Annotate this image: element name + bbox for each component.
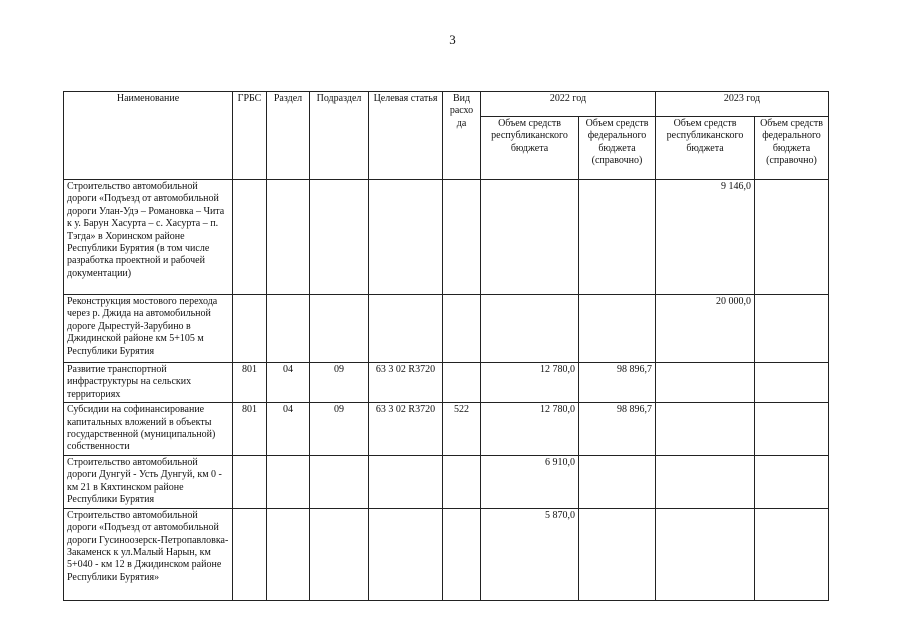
cell-federal-2023: [755, 363, 829, 403]
col-header-year-2023: 2023 год: [656, 92, 829, 117]
cell-name: Развитие транспортной инфраструктуры на сельских территориях: [64, 363, 233, 403]
cell-grbs: [233, 508, 267, 600]
cell-federal-2022: 98 896,7: [579, 363, 656, 403]
cell-target: [369, 180, 443, 295]
cell-federal-2023: [755, 455, 829, 508]
table-row: [64, 455, 829, 508]
cell-republican-2022: 5 870,0: [481, 508, 579, 600]
cell-republican-2022: [481, 180, 579, 295]
cell-federal-2023: [755, 180, 829, 295]
cell-grbs: 801: [233, 403, 267, 456]
col-header-razdel: Раздел: [267, 92, 310, 180]
cell-target: 63 3 02 R3720: [369, 403, 443, 456]
cell-target: [369, 295, 443, 363]
col-header-vid: Вид расхо да: [443, 92, 481, 180]
cell-razdel: [267, 295, 310, 363]
cell-republican-2023: 20 000,0: [656, 295, 755, 363]
table-row: [64, 363, 829, 403]
cell-republican-2022: 6 910,0: [481, 455, 579, 508]
cell-republican-2023: [656, 455, 755, 508]
cell-republican-2022: [481, 295, 579, 363]
cell-target: [369, 508, 443, 600]
cell-grbs: [233, 295, 267, 363]
cell-vid: [443, 180, 481, 295]
cell-name: Субсидии на софинансирование капитальных вложений в объекты государственной (муниципальной) собственности: [64, 403, 233, 456]
page-number: 3: [449, 32, 456, 47]
cell-podrazdel: [310, 295, 369, 363]
cell-grbs: 801: [233, 363, 267, 403]
table-body: [64, 180, 829, 601]
cell-razdel: [267, 180, 310, 295]
cell-vid: [443, 295, 481, 363]
cell-federal-2023: [755, 508, 829, 600]
col-header-grbs: ГРБС: [233, 92, 267, 180]
cell-federal-2023: [755, 403, 829, 456]
cell-podrazdel: [310, 180, 369, 295]
cell-vid: [443, 455, 481, 508]
cell-name: Реконструкция мостового перехода через р. Джида на автомобильной дороге Дырестуй-Зарубино в Джидинской районе км 5+105 м Республики Бурятия: [64, 295, 233, 363]
col-header-podrazdel: Подраздел: [310, 92, 369, 180]
table-row: [64, 403, 829, 456]
cell-podrazdel: [310, 508, 369, 600]
cell-podrazdel: [310, 455, 369, 508]
col-header-federal-2022: Объем средств федерального бюджета (справочно): [579, 117, 656, 180]
cell-grbs: [233, 180, 267, 295]
cell-republican-2023: [656, 508, 755, 600]
cell-target: [369, 455, 443, 508]
cell-republican-2022: 12 780,0: [481, 403, 579, 456]
cell-federal-2022: [579, 180, 656, 295]
col-header-federal-2023: Объем средств федерального бюджета (справочно): [755, 117, 829, 180]
cell-razdel: 04: [267, 403, 310, 456]
cell-razdel: 04: [267, 363, 310, 403]
cell-vid: [443, 508, 481, 600]
cell-federal-2022: [579, 295, 656, 363]
table-row: [64, 295, 829, 363]
cell-name: Строительство автомобильной дороги Дунгуй - Усть Дунгуй, км 0 - км 21 в Кяхтинском районе Республики Бурятия: [64, 455, 233, 508]
cell-republican-2023: [656, 403, 755, 456]
cell-republican-2023: [656, 363, 755, 403]
col-header-target: Целевая статья: [369, 92, 443, 180]
cell-name: Строительство автомобильной дороги «Подъезд от автомобильной дороги Гусиноозерск-Петропавловка-Закаменск к ул.Малый Нарын, км 5+040 - км 12 в Джидинском районе Республики Бурятия»: [64, 508, 233, 600]
cell-vid: [443, 363, 481, 403]
cell-federal-2022: 98 896,7: [579, 403, 656, 456]
budget-table: [63, 91, 829, 601]
col-header-republican-2022: Объем средств республиканского бюджета: [481, 117, 579, 180]
cell-razdel: [267, 508, 310, 600]
table-row: [64, 508, 829, 600]
col-header-name: Наименование: [64, 92, 233, 180]
cell-name: Строительство автомобильной дороги «Подъезд от автомобильной дороги Улан-Удэ – Романовка – Чита к у. Барун Хасурта – с. Хасурта – п. Тэгда» в Хоринском районе Республики Бурятия (в том числе разработка проектной и рабочей документации): [64, 180, 233, 295]
cell-podrazdel: 09: [310, 363, 369, 403]
cell-vid: 522: [443, 403, 481, 456]
table-row: [64, 180, 829, 295]
col-header-republican-2023: Объем средств республиканского бюджета: [656, 117, 755, 180]
cell-federal-2023: [755, 295, 829, 363]
cell-razdel: [267, 455, 310, 508]
cell-target: 63 3 02 R3720: [369, 363, 443, 403]
cell-federal-2022: [579, 455, 656, 508]
col-header-year-2022: 2022 год: [481, 92, 656, 117]
cell-federal-2022: [579, 508, 656, 600]
cell-podrazdel: 09: [310, 403, 369, 456]
cell-republican-2022: 12 780,0: [481, 363, 579, 403]
cell-republican-2023: 9 146,0: [656, 180, 755, 295]
cell-grbs: [233, 455, 267, 508]
